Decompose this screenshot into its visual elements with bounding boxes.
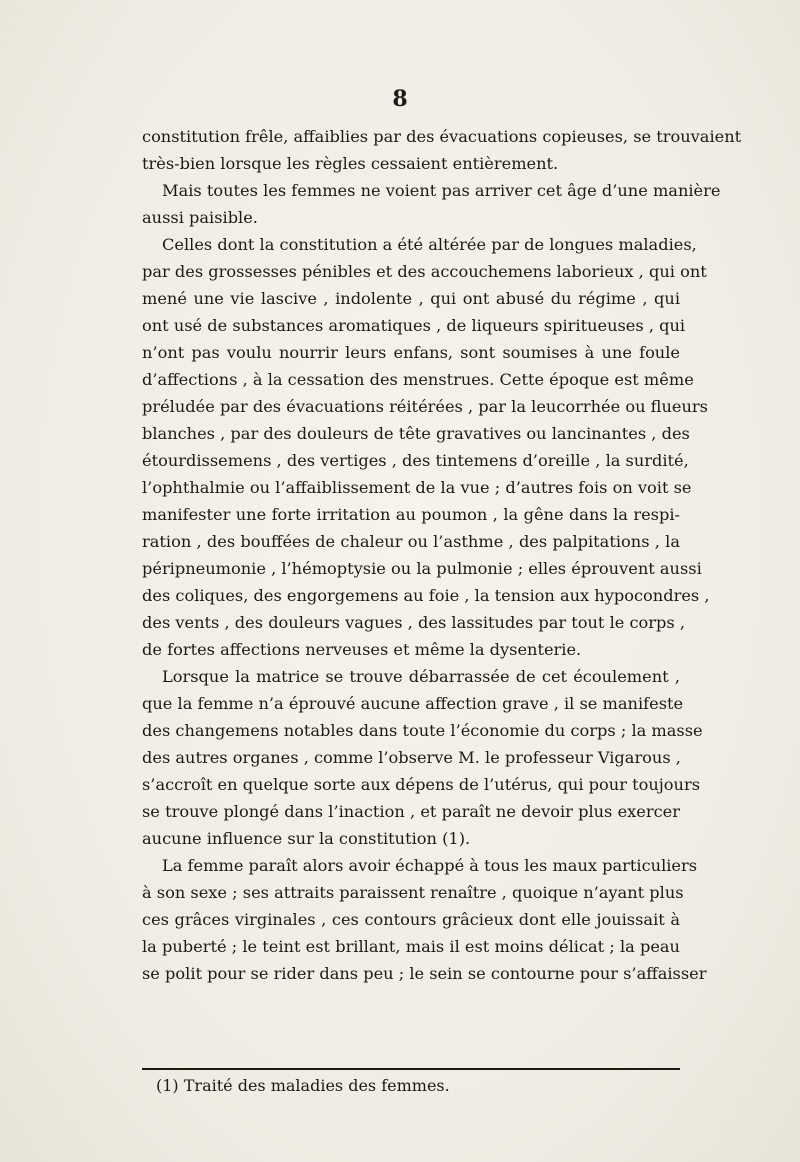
text-line: préludée par des évacuations réitérées , par la leucorrhée ou flueurs	[142, 397, 708, 416]
text-line: des changemens notables dans toute l’économie du corps ; la masse	[142, 721, 703, 740]
text-line: des autres organes , comme l’observe M. le professeur Vigarous ,	[142, 748, 681, 767]
text-line: blanches , par des douleurs de tête gravatives ou lancinantes , des	[142, 424, 690, 443]
text-line: ces grâces virginales , ces contours grâcieux dont elle jouissait à	[142, 910, 680, 929]
footnote-divider	[142, 1068, 680, 1070]
text-line: péripneumonie , l’hémoptysie ou la pulmonie ; elles éprouvent aussi	[142, 559, 702, 578]
text-line: manifester une forte irritation au poumon , la gêne dans la respi-	[142, 505, 680, 524]
text-line: des coliques, des engorgemens au foie , la tension aux hypocondres ,	[142, 586, 710, 605]
text-line: aucune influence sur la constitution (1).	[142, 829, 471, 848]
text-line: très-bien lorsque les règles cessaient entièrement.	[142, 154, 559, 173]
text-line: à son sexe ; ses attraits paraissent renaître , quoique n’ayant plus	[142, 883, 684, 902]
text-line: Mais toutes les femmes ne voient pas arriver cet âge d’une manière	[162, 181, 721, 200]
page-number: 8	[392, 86, 408, 112]
text-line: n’ont pas voulu nourrir leurs enfans, sont soumises à une foule	[142, 343, 680, 362]
body-text	[142, 123, 742, 987]
text-line: Lorsque la matrice se trouve débarrassée de cet écoulement ,	[162, 667, 680, 686]
text-line: d’affections , à la cessation des menstrues. Cette époque est même	[142, 370, 694, 389]
text-line: constitution frêle, affaiblies par des évacuations copieuses, se trouvaient	[142, 127, 742, 146]
text-line: ont usé de substances aromatiques , de liqueurs spiritueuses , qui	[142, 316, 686, 335]
text-line: Celles dont la constitution a été altérée par de longues maladies,	[162, 235, 697, 254]
text-line: des vents , des douleurs vagues , des lassitudes par tout le corps ,	[142, 613, 685, 632]
text-line: La femme paraît alors avoir échappé à tous les maux particuliers	[162, 856, 698, 875]
text-line: de fortes affections nerveuses et même la dysenterie.	[142, 640, 582, 659]
text-line: étourdissemens , des vertiges , des tintemens d’oreille , la surdité,	[142, 451, 689, 470]
text-line: ration , des bouffées de chaleur ou l’asthme , des palpitations , la	[142, 532, 680, 551]
text-line: aussi paisible.	[142, 208, 258, 227]
text-line: mené une vie lascive , indolente , qui ont abusé du régime , qui	[142, 289, 680, 308]
text-line: se polit pour se rider dans peu ; le sein se contourne pour s’affaisser	[142, 964, 707, 983]
text-line: que la femme n’a éprouvé aucune affection grave , il se manifeste	[142, 694, 684, 713]
text-line: se trouve plongé dans l’inaction , et paraît ne devoir plus exercer	[142, 802, 680, 821]
text-line: s’accroît en quelque sorte aux dépens de l’utérus, qui pour toujours	[142, 775, 701, 794]
footnote: (1) Traité des maladies des femmes.	[156, 1076, 450, 1095]
text-line: l’ophthalmie ou l’affaiblissement de la vue ; d’autres fois on voit se	[142, 478, 692, 497]
text-line: la puberté ; le teint est brillant, mais il est moins délicat ; la peau	[142, 937, 680, 956]
text-line: par des grossesses pénibles et des accouchemens laborieux , qui ont	[142, 262, 707, 281]
